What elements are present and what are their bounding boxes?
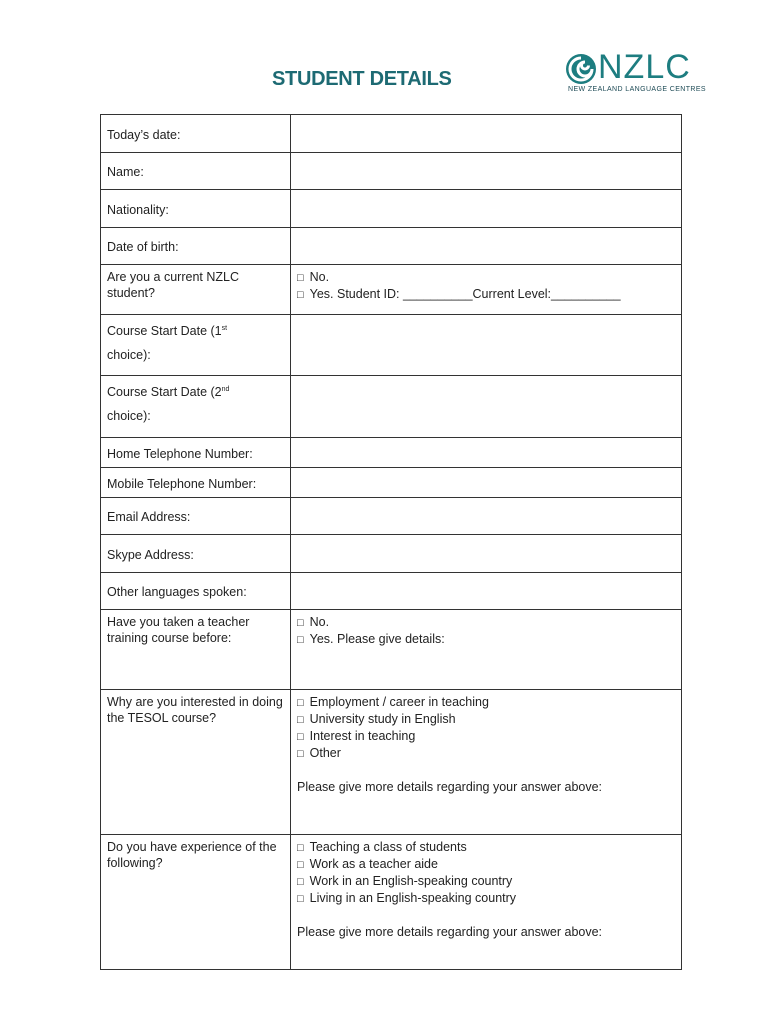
todays-date-label: Today’s date: bbox=[101, 115, 291, 153]
start-date-1-field[interactable] bbox=[291, 315, 682, 376]
row-name bbox=[101, 153, 682, 190]
teacher-training-option-no[interactable]: □ No. bbox=[297, 615, 330, 629]
row-skype bbox=[101, 535, 682, 573]
current-student-options bbox=[291, 265, 682, 315]
checkbox-icon[interactable]: □ bbox=[297, 617, 304, 629]
logo-subtitle: NEW ZEALAND LANGUAGE CENTRES bbox=[568, 86, 706, 93]
page-title: STUDENT DETAILS bbox=[272, 68, 452, 90]
current-student-label: Are you a current NZLC student? bbox=[101, 265, 291, 315]
checkbox-icon[interactable]: □ bbox=[297, 272, 304, 284]
current-student-option-no[interactable]: □ No. bbox=[297, 270, 330, 284]
nzlc-logo bbox=[564, 50, 714, 100]
checkbox-icon[interactable]: □ bbox=[297, 859, 304, 871]
row-mobile-phone bbox=[101, 468, 682, 498]
teacher-training-options bbox=[291, 610, 682, 690]
experience-option-work[interactable]: □ Work in an English-speaking country bbox=[297, 874, 513, 888]
tesol-option-employment[interactable]: □ Employment / career in teaching bbox=[297, 695, 489, 709]
experience-options bbox=[291, 835, 682, 970]
home-phone-field[interactable] bbox=[291, 438, 682, 468]
experience-option-aide[interactable]: □ Work as a teacher aide bbox=[297, 857, 438, 871]
checkbox-icon[interactable]: □ bbox=[297, 714, 304, 726]
row-start-date-2 bbox=[101, 376, 682, 438]
nationality-label: Nationality: bbox=[101, 190, 291, 228]
tesol-option-interest[interactable]: □ Interest in teaching bbox=[297, 729, 416, 743]
experience-label: Do you have experience of the following? bbox=[101, 835, 291, 970]
teacher-training-option-yes[interactable]: □ Yes. Please give details: bbox=[297, 632, 445, 646]
row-experience bbox=[101, 835, 682, 970]
mobile-phone-field[interactable] bbox=[291, 468, 682, 498]
checkbox-icon[interactable]: □ bbox=[297, 876, 304, 888]
experience-option-teaching[interactable]: □ Teaching a class of students bbox=[297, 840, 467, 854]
home-phone-label: Home Telephone Number: bbox=[101, 438, 291, 468]
logo-text: NZLC bbox=[598, 48, 691, 86]
other-languages-label: Other languages spoken: bbox=[101, 573, 291, 610]
teacher-training-label: Have you taken a teacher training course before: bbox=[101, 610, 291, 690]
row-todays-date bbox=[101, 115, 682, 153]
row-start-date-1 bbox=[101, 315, 682, 376]
row-teacher-training bbox=[101, 610, 682, 690]
start-date-2-label: Course Start Date (2nd choice): bbox=[101, 376, 291, 438]
skype-label: Skype Address: bbox=[101, 535, 291, 573]
checkbox-icon[interactable]: □ bbox=[297, 289, 304, 301]
checkbox-icon[interactable]: □ bbox=[297, 697, 304, 709]
tesol-interest-label: Why are you interested in doing the TESOL course? bbox=[101, 690, 291, 835]
dob-label: Date of birth: bbox=[101, 228, 291, 265]
student-details-form bbox=[100, 114, 682, 970]
experience-details-note: Please give more details regarding your answer above: bbox=[297, 925, 603, 939]
other-languages-field[interactable] bbox=[291, 573, 682, 610]
swirl-logo-icon bbox=[564, 52, 598, 86]
name-label: Name: bbox=[101, 153, 291, 190]
row-home-phone bbox=[101, 438, 682, 468]
name-field[interactable] bbox=[291, 153, 682, 190]
checkbox-icon[interactable]: □ bbox=[297, 731, 304, 743]
checkbox-icon[interactable]: □ bbox=[297, 842, 304, 854]
row-nationality bbox=[101, 190, 682, 228]
tesol-interest-options bbox=[291, 690, 682, 835]
tesol-option-other[interactable]: □ Other bbox=[297, 746, 341, 760]
row-other-languages bbox=[101, 573, 682, 610]
dob-field[interactable] bbox=[291, 228, 682, 265]
tesol-option-university[interactable]: □ University study in English bbox=[297, 712, 456, 726]
checkbox-icon[interactable]: □ bbox=[297, 634, 304, 646]
nationality-field[interactable] bbox=[291, 190, 682, 228]
mobile-phone-label: Mobile Telephone Number: bbox=[101, 468, 291, 498]
experience-option-living[interactable]: □ Living in an English-speaking country bbox=[297, 891, 517, 905]
start-date-1-label: Course Start Date (1st choice): bbox=[101, 315, 291, 376]
row-current-student bbox=[101, 265, 682, 315]
tesol-details-note: Please give more details regarding your answer above: bbox=[297, 780, 603, 794]
row-email bbox=[101, 498, 682, 535]
skype-field[interactable] bbox=[291, 535, 682, 573]
todays-date-field[interactable] bbox=[291, 115, 682, 153]
current-student-option-yes[interactable]: □ Yes. Student ID: __________Current Level:__________ bbox=[297, 287, 621, 301]
row-dob bbox=[101, 228, 682, 265]
email-label: Email Address: bbox=[101, 498, 291, 535]
checkbox-icon[interactable]: □ bbox=[297, 893, 304, 905]
email-field[interactable] bbox=[291, 498, 682, 535]
checkbox-icon[interactable]: □ bbox=[297, 748, 304, 760]
row-tesol-interest bbox=[101, 690, 682, 835]
start-date-2-field[interactable] bbox=[291, 376, 682, 438]
